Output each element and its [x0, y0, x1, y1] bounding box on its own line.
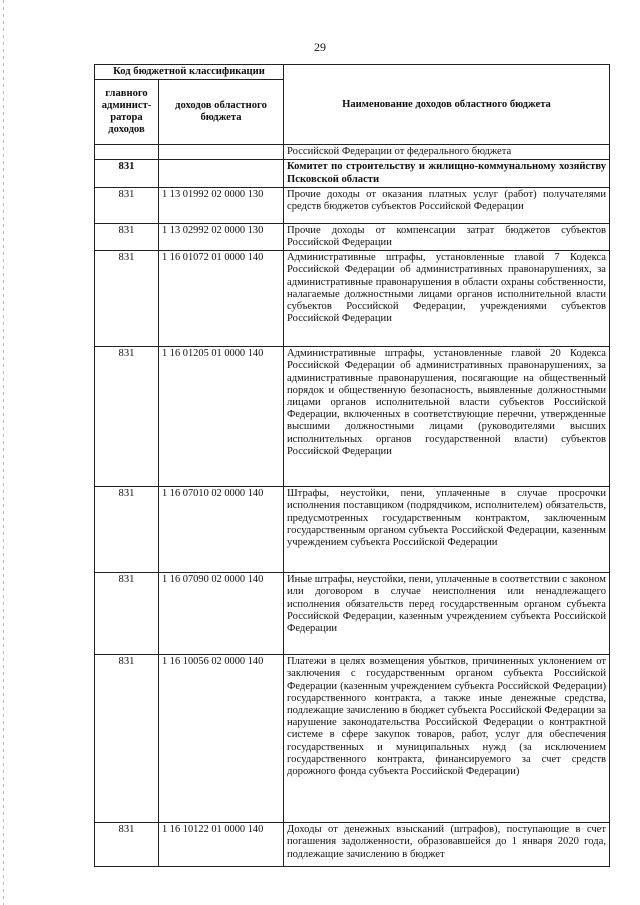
table-row: [95, 187, 610, 223]
header-regional-revenue-code: доходов областного бюджета: [159, 80, 284, 145]
header-main-administrator: главного админист-ратора доходов: [95, 80, 159, 145]
table-row: [95, 655, 610, 823]
table-row: [95, 823, 610, 867]
revenue-code-cell: 1 16 07090 02 0000 140: [159, 573, 284, 655]
administrator-code-cell: 831: [95, 223, 159, 250]
header-budget-classification-code: Код бюджетной классификации: [95, 65, 284, 80]
page-number: 29: [314, 40, 326, 54]
revenue-code-cell: 1 16 07010 02 0000 140: [159, 487, 284, 573]
scan-edge: [3, 0, 4, 905]
administrator-code-cell: 831: [95, 251, 159, 347]
revenue-name-cell: Платежи в целях возмещения убытков, причиненных уклонением от заключения с государственным органом субъекта Российской Федерации (казенным учреждением субъекта Российской Федерации) государственного контракта, а также иные денежные средства, подлежащие зачислению в бюджет субъекта Российской Федерации за нарушение законодательства Российской Федерации о контрактной системе в сфере закупок товаров, работ, услуг для обеспечения государственных и муниципальных нужд (за исключением государственного контракта, финансируемого за счет средств дорожного фонда субъекта Российской Федерации): [284, 655, 610, 823]
revenue-name-cell: Иные штрафы, неустойки, пени, уплаченные в соответствии с законом или договором в случае неисполнения или ненадлежащего исполнения обязательств перед государственным органом субъекта Российской Федерации, казенным учреждением субъекта Российской Федерации: [284, 573, 610, 655]
administrator-code-cell: 831: [95, 655, 159, 823]
continuation-code-cell: [159, 145, 284, 160]
revenue-name-cell: Комитет по строительству и жилищно-коммунальному хозяйству Псковской области: [284, 160, 610, 187]
revenue-code-cell: 1 16 10122 01 0000 140: [159, 823, 284, 867]
revenue-code-cell: 1 16 10056 02 0000 140: [159, 655, 284, 823]
administrator-code-cell: 831: [95, 160, 159, 187]
administrator-code-cell: 831: [95, 573, 159, 655]
continuation-admin-cell: [95, 145, 159, 160]
revenue-code-cell: [159, 160, 284, 187]
table-row: [95, 223, 610, 250]
revenue-code-cell: 1 16 01072 01 0000 140: [159, 251, 284, 347]
header-revenue-name: Наименование доходов областного бюджета: [284, 65, 610, 145]
administrator-code-cell: 831: [95, 487, 159, 573]
table-row: [95, 160, 610, 187]
table-row: [95, 251, 610, 347]
administrator-code-cell: 831: [95, 187, 159, 223]
table-row: [95, 347, 610, 487]
revenue-name-cell: Административные штрафы, установленные главой 7 Кодекса Российской Федерации об административных правонарушениях, за административные правонарушения в области охраны собственности, налагаемые должностными лицами органов исполнительной власти субъектов Российской Федерации, учреждениями субъектов Российской Федерации: [284, 251, 610, 347]
revenue-code-cell: 1 13 01992 02 0000 130: [159, 187, 284, 223]
revenue-name-cell: Штрафы, неустойки, пени, уплаченные в случае просрочки исполнения поставщиком (подрядчиком, исполнителем) обязательств, предусмотренных государственным контрактом, заключенным государственным органом субъекта Российской Федерации, казенным учреждением субъекта Российской Федерации: [284, 487, 610, 573]
budget-classification-table: [94, 64, 610, 867]
continuation-text: Российской Федерации от федерального бюджета: [284, 145, 610, 160]
administrator-code-cell: 831: [95, 347, 159, 487]
revenue-code-cell: 1 13 02992 02 0000 130: [159, 223, 284, 250]
revenue-name-cell: Прочие доходы от компенсации затрат бюджетов субъектов Российской Федерации: [284, 223, 610, 250]
revenue-name-cell: Прочие доходы от оказания платных услуг (работ) получателями средств бюджетов субъектов Российской Федерации: [284, 187, 610, 223]
table-row: [95, 573, 610, 655]
revenue-name-cell: Доходы от денежных взысканий (штрафов), поступающие в счет погашения задолженности, образовавшейся до 1 января 2020 года, подлежащие зачислению в бюджет: [284, 823, 610, 867]
continuation-row: [95, 145, 610, 160]
table-row: [95, 487, 610, 573]
revenue-code-cell: 1 16 01205 01 0000 140: [159, 347, 284, 487]
administrator-code-cell: 831: [95, 823, 159, 867]
revenue-name-cell: Административные штрафы, установленные главой 20 Кодекса Российской Федерации об административных правонарушениях, за административные правонарушения, посягающие на общественный порядок и общественную безопасность, выявленные должностными лицами органов исполнительной власти субъектов Российской Федерации, включенных в соответствующие перечни, утвержденные высшими должностными лицами (руководителями высших исполнительных органов государственной власти) субъектов Российской Федерации: [284, 347, 610, 487]
